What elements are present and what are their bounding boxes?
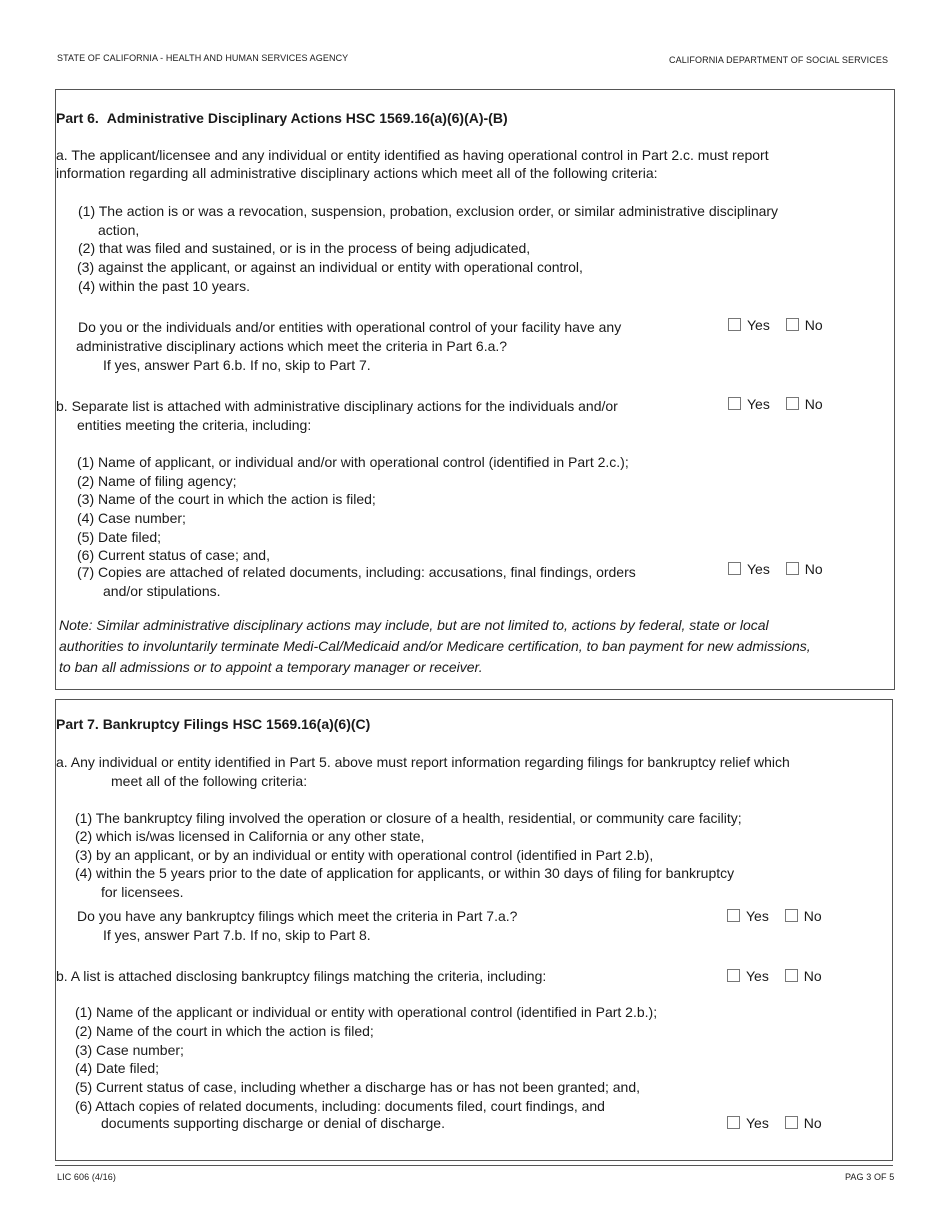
part6-a-line1: a. The applicant/licensee and any individual or entity identified as having operational control in Part 2.c. must report xyxy=(56,147,769,163)
part6-item-1: (1) Name of applicant, or individual and/or with operational control (identified in Part 2.c.); xyxy=(77,454,629,470)
page-number: PAG 3 OF 5 xyxy=(845,1172,895,1182)
part7-criteria-3: (3) by an applicant, or by an individual or entity with operational control (identified in Part 2.b), xyxy=(75,847,654,863)
part6-items-yes[interactable] xyxy=(728,561,770,577)
no-label: No xyxy=(804,317,823,333)
agency-header: STATE OF CALIFORNIA - HEALTH AND HUMAN SERVICES AGENCY xyxy=(57,53,349,63)
part6-item-7: (7) Copies are attached of related documents, including: accusations, final findings, orders xyxy=(77,564,636,580)
part7-b-line1: b. A list is attached disclosing bankruptcy filings matching the criteria, including: xyxy=(56,968,547,984)
part6-note-line2: authorities to involuntarily terminate Medi-Cal/Medicaid and/or Medicare certification, to ban payment for new admissions, xyxy=(59,638,811,654)
department-header: CALIFORNIA DEPARTMENT OF SOCIAL SERVICES xyxy=(669,55,889,65)
part6-title xyxy=(56,110,508,126)
part7-a-line2: meet all of the following criteria: xyxy=(111,773,308,789)
part6-item-2: (2) Name of filing agency; xyxy=(77,473,237,489)
part7-item-2: (2) Name of the court in which the action is filed; xyxy=(75,1023,374,1039)
part7-items-no[interactable] xyxy=(785,1115,822,1131)
checkbox-icon[interactable] xyxy=(786,397,799,410)
no-label: No xyxy=(804,396,823,412)
yes-label: Yes xyxy=(747,561,770,577)
part7-item-3: (3) Case number; xyxy=(75,1042,184,1058)
part6-question-line2: administrative disciplinary actions which meet the criteria in Part 6.a.? xyxy=(76,338,508,354)
part6-question-no[interactable] xyxy=(786,317,823,333)
part6-b-line1: b. Separate list is attached with administrative disciplinary actions for the individuals and/or xyxy=(56,398,618,414)
part6-question-line3: If yes, answer Part 6.b. If no, skip to Part 7. xyxy=(103,357,371,373)
yes-label: Yes xyxy=(746,908,769,924)
part7-question-yes-no xyxy=(727,908,822,924)
part6-items-yes-no xyxy=(728,561,823,577)
part6-criteria-2: (2) that was filed and sustained, or is in the process of being adjudicated, xyxy=(78,240,531,256)
part6-item-6: (6) Current status of case; and, xyxy=(77,547,270,563)
part7-criteria-1: (1) The bankruptcy filing involved the operation or closure of a health, residential, or community care facility; xyxy=(75,810,742,826)
yes-label: Yes xyxy=(747,396,770,412)
part7-a-line1: a. Any individual or entity identified in Part 5. above must report information regarding filings for bankruptcy relief which xyxy=(56,754,790,770)
form-id: LIC 606 (4/16) xyxy=(57,1172,116,1182)
part7-question-no[interactable] xyxy=(785,908,822,924)
part7-item-5: (5) Current status of case, including whether a discharge has or has not been granted; and, xyxy=(75,1079,641,1095)
footer-rule xyxy=(55,1165,893,1166)
part7-item-1: (1) Name of the applicant or individual or entity with operational control (identified in Part 2.b.); xyxy=(75,1004,658,1020)
yes-label: Yes xyxy=(746,1115,769,1131)
part7-question-line2: If yes, answer Part 7.b. If no, skip to Part 8. xyxy=(103,927,371,943)
part6-b-no[interactable] xyxy=(786,396,823,412)
part6-note-line3: to ban all admissions or to appoint a temporary manager or receiver. xyxy=(59,659,483,675)
checkbox-icon[interactable] xyxy=(785,1116,798,1129)
checkbox-icon[interactable] xyxy=(785,969,798,982)
checkbox-icon[interactable] xyxy=(728,318,741,331)
yes-label: Yes xyxy=(746,968,769,984)
part6-item-4: (4) Case number; xyxy=(77,510,186,526)
part7-question-line1: Do you have any bankruptcy filings which meet the criteria in Part 7.a.? xyxy=(77,908,518,924)
part6-title-text: Administrative Disciplinary Actions HSC 1569.16(a)(6)(A)-(B) xyxy=(106,110,508,126)
checkbox-icon[interactable] xyxy=(728,562,741,575)
part7-item-6-cont: documents supporting discharge or denial of discharge. xyxy=(101,1115,445,1131)
checkbox-icon[interactable] xyxy=(785,909,798,922)
checkbox-icon[interactable] xyxy=(727,1116,740,1129)
part6-b-yes-no xyxy=(728,396,823,412)
part6-note-line1: Note: Similar administrative disciplinary actions may include, but are not limited to, actions by federal, state or local xyxy=(59,617,769,633)
checkbox-icon[interactable] xyxy=(786,318,799,331)
part6-title-prefix: Part 6. xyxy=(56,110,99,126)
part7-criteria-4: (4) within the 5 years prior to the date of application for applicants, or within 30 days of filing for bankruptcy xyxy=(75,865,735,881)
part6-criteria-1: (1) The action is or was a revocation, suspension, probation, exclusion order, or similar administrative disciplinary xyxy=(78,203,779,219)
part6-item-3: (3) Name of the court in which the action is filed; xyxy=(77,491,376,507)
part6-item-5: (5) Date filed; xyxy=(77,529,162,545)
part6-criteria-3: (3) against the applicant, or against an individual or entity with operational control, xyxy=(77,259,583,275)
no-label: No xyxy=(803,1115,822,1131)
checkbox-icon[interactable] xyxy=(728,397,741,410)
part7-item-6: (6) Attach copies of related documents, including: documents filed, court findings, and xyxy=(75,1098,605,1114)
checkbox-icon[interactable] xyxy=(727,969,740,982)
yes-label: Yes xyxy=(747,317,770,333)
part6-criteria-4: (4) within the past 10 years. xyxy=(78,278,250,294)
checkbox-icon[interactable] xyxy=(786,562,799,575)
part6-b-yes[interactable] xyxy=(728,396,770,412)
part7-item-4: (4) Date filed; xyxy=(75,1060,160,1076)
checkbox-icon[interactable] xyxy=(727,909,740,922)
part6-question-yes-no xyxy=(728,317,823,333)
part7-title: Part 7. Bankruptcy Filings HSC 1569.16(a)(6)(C) xyxy=(56,716,371,732)
no-label: No xyxy=(804,561,823,577)
no-label: No xyxy=(803,908,822,924)
part7-criteria-4-cont: for licensees. xyxy=(101,884,184,900)
part6-item-7-cont: and/or stipulations. xyxy=(103,583,221,599)
part7-criteria-2: (2) which is/was licensed in California or any other state, xyxy=(75,828,425,844)
part6-b-line2: entities meeting the criteria, including: xyxy=(77,417,312,433)
part6-criteria-1-cont: action, xyxy=(98,222,140,238)
part7-b-yes[interactable] xyxy=(727,968,769,984)
part6-a-line2: information regarding all administrative disciplinary actions which meet all of the following criteria: xyxy=(56,165,658,181)
part7-items-yes[interactable] xyxy=(727,1115,769,1131)
part7-b-no[interactable] xyxy=(785,968,822,984)
part6-items-no[interactable] xyxy=(786,561,823,577)
part7-items-yes-no xyxy=(727,1115,822,1131)
part6-question-yes[interactable] xyxy=(728,317,770,333)
part6-question-line1: Do you or the individuals and/or entities with operational control of your facility have any xyxy=(78,319,622,335)
part7-question-yes[interactable] xyxy=(727,908,769,924)
no-label: No xyxy=(803,968,822,984)
part7-b-yes-no xyxy=(727,968,822,984)
